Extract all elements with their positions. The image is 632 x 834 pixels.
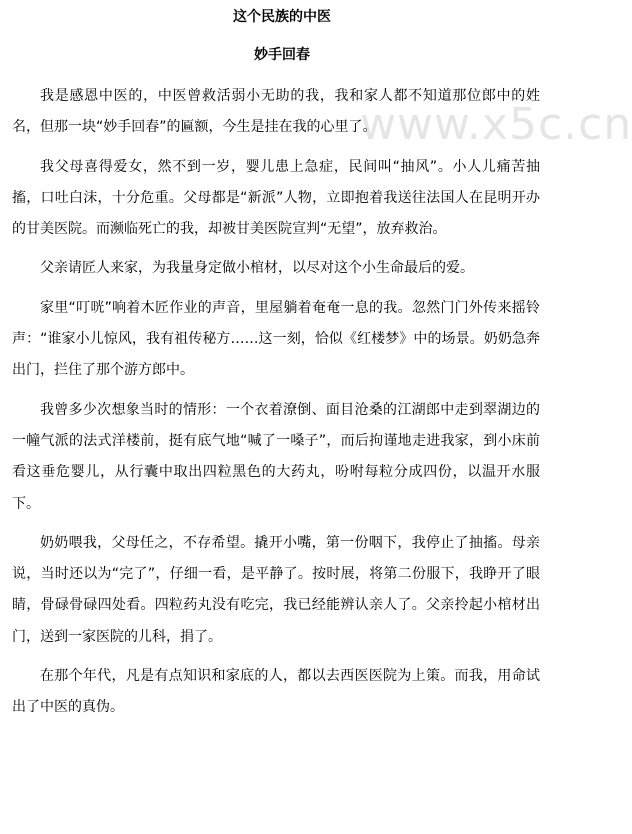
page-title: 这个民族的中医: [233, 9, 331, 25]
paragraph: 在那个年代，凡是有点知识和家底的人，都以去西医医院为上策。而我，用命试出了中医的真伪。: [12, 668, 540, 716]
paragraph: 奶奶喂我，父母任之，不存希望。撬开小嘴，第一份咽下，我停止了抽搐。母亲说，当时还以为“完了”，仔细一看，是平静了。按时展，将第二份服下，我睁开了眼睛，骨碌骨碌四处看。四粒药丸没有吃完，我已经能辨认亲人了。父亲拎起小棺材出门，送到一家医院的儿科，捐了。: [12, 534, 540, 645]
page-subtitle: 妙手回春: [254, 47, 310, 63]
paragraph: 家里“叮咣”响着木匠作业的声音，里屋躺着奄奄一息的我。忽然门门外传来摇铃声：“谁家小儿惊风，我有祖传秘方……这一刻，恰似《红楼梦》中的场景。奶奶急奔出门，拦住了那个游方郎中。: [12, 299, 540, 379]
paragraph: 父亲请匠人来家，为我量身定做小棺材，以尽对这个小生命最后的爱。: [40, 260, 474, 277]
paragraph: 我曾多少次想象当时的情形：一个衣着潦倒、面目沧桑的江湖郎中走到翠湖边的一幢气派的法式洋楼前，挺有底气地“喊了一嗓子”，而后拘谨地走进我家，到小床前看这垂危婴儿，从行囊中取出四粒黑色的大药丸，吩咐每粒分成四份，以温开水服下。: [12, 401, 540, 512]
paragraph: 我是感恩中医的，中医曾救活弱小无助的我，我和家人都不知道那位郎中的姓名，但那一块“妙手回春”的匾额，今生是挂在我的心里了。: [12, 88, 540, 136]
article-body: [12, 81, 540, 732]
paragraph: 我父母喜得爱女，然不到一岁，婴儿患上急症，民间叫“抽风”。小人儿痛苦抽搐，口吐白沫，十分危重。父母都是“新派”人物，立即抱着我送往法国人在昆明开办的甘美医院。而濒临死亡的我，却被甘美医院宣判“无望”，放弃救治。: [12, 158, 540, 238]
watermark: www.x5c.cn: [360, 99, 632, 150]
